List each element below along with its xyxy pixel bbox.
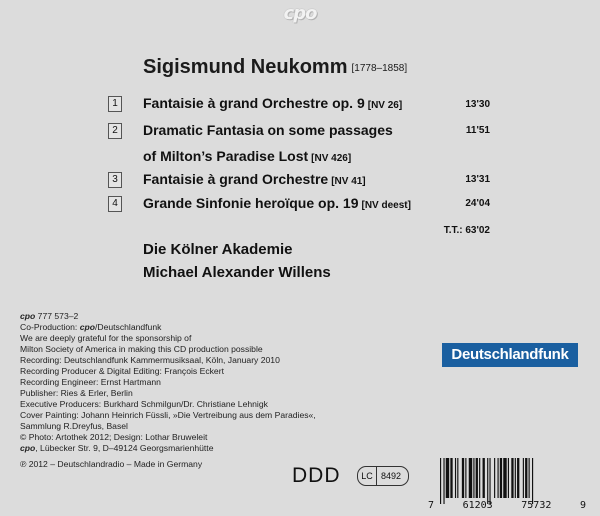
barcode-bar: [515, 458, 516, 498]
label-code-badge: [357, 466, 409, 486]
track-title-2-line1: Dramatic Fantasia on some passages: [143, 122, 393, 138]
barcode-digit-group: 7: [428, 500, 435, 511]
barcode-bar: [517, 458, 519, 498]
copyright-line: ℗ 2012 – Deutschlandradio – Made in Germany: [20, 459, 203, 469]
track-title-3: Fantaisie à grand Orchestre [NV 41]: [143, 171, 366, 187]
track-title-4: Grande Sinfonie heroïque op. 19 [NV deest]: [143, 195, 411, 211]
cpo-logo: cpo: [283, 3, 317, 24]
barcode-bar: [500, 458, 502, 498]
credit-line: Sammlung R.Dreyfus, Basel: [20, 421, 128, 431]
barcode-bar: [511, 458, 513, 498]
composer-years: [1778–1858]: [351, 63, 408, 74]
barcode-bar: [523, 458, 524, 498]
credit-line: © Photo: Artothek 2012; Design: Lothar Bruweleit: [20, 432, 208, 442]
barcode: [432, 458, 582, 506]
barcode-bar: [443, 458, 444, 504]
performer-ensemble: Die Kölner Akademie: [143, 241, 293, 258]
barcode-bar: [508, 458, 509, 498]
spars-code: DDD: [292, 464, 341, 487]
performer-conductor: Michael Alexander Willens: [143, 264, 331, 281]
track-number-4: 4: [108, 196, 122, 212]
barcode-bar: [503, 458, 506, 498]
track-number-3: 3: [108, 172, 122, 188]
catalog-brand: cpo: [20, 311, 36, 321]
barcode-digit-group: 61203: [462, 500, 493, 511]
track-duration-2: 11'51: [465, 125, 490, 136]
barcode-bar: [457, 458, 458, 498]
composer-heading: [143, 56, 407, 79]
track-number-1: 1: [108, 96, 122, 112]
barcode-bar: [450, 458, 452, 498]
catalog-line: [20, 311, 380, 322]
barcode-bar: [525, 458, 527, 498]
track-nv-1: [NV 26]: [367, 100, 403, 111]
track-duration-1: 13'30: [465, 99, 490, 110]
credit-line: Executive Producers: Burkhard Schmilgun/Dr. Christiane Lehnigk: [20, 399, 268, 409]
barcode-bar: [440, 458, 441, 504]
track-duration-4: 24'04: [465, 198, 490, 209]
track-title-1: Fantaisie à grand Orchestre op. 9 [NV 26]: [143, 95, 403, 111]
label-code-number: 8492: [381, 471, 402, 481]
barcode-bar: [494, 458, 495, 498]
credit-line: Recording: Deutschlandfunk Kammermusiksaal, Köln, January 2010: [20, 355, 280, 365]
address-line: cpo, Lübecker Str. 9, D–49124 Georgsmarienhütte: [20, 443, 214, 453]
barcode-bar: [487, 458, 488, 504]
credit-line: Recording Engineer: Ernst Hartmann: [20, 377, 161, 387]
label-code-prefix: LC: [358, 467, 377, 485]
barcode-bar: [489, 458, 490, 504]
credit-line: Recording Producer & Digital Editing: François Eckert: [20, 366, 224, 376]
track-number-2: 2: [108, 123, 122, 139]
credit-line: Milton Society of America in making this CD production possible: [20, 344, 263, 354]
coproduction-line: Co-Production: cpo/Deutschlandfunk: [20, 322, 162, 332]
barcode-bar: [498, 458, 499, 498]
track-nv-2: [NV 426]: [311, 153, 352, 164]
barcode-bar: [479, 458, 480, 498]
composer-name: Sigismund Neukomm: [143, 56, 348, 78]
track-nv-4: [NV deest]: [361, 200, 411, 211]
barcode-bar: [455, 458, 456, 498]
barcode-bar: [473, 458, 474, 498]
total-time: T.T.: 63'02: [443, 225, 490, 236]
barcode-bar: [446, 458, 449, 498]
barcode-bar: [465, 458, 466, 498]
barcode-bar: [532, 458, 533, 504]
barcode-digit-group: 9: [579, 500, 586, 511]
catalog-number: 777 573–2: [35, 311, 79, 321]
barcode-bar: [462, 458, 464, 498]
barcode-bar: [476, 458, 478, 498]
track-title-2-line2: of Milton’s Paradise Lost [NV 426]: [143, 148, 352, 164]
credit-line: Cover Painting: Johann Heinrich Füssli, »Die Vertreibung aus dem Paradies«,: [20, 410, 316, 420]
track-duration-3: 13'31: [465, 174, 490, 185]
barcode-bar: [483, 458, 485, 498]
barcode-digits: [428, 500, 586, 511]
barcode-bar: [469, 458, 472, 498]
deutschlandfunk-logo: Deutschlandfunk: [442, 343, 578, 367]
track-nv-3: [NV 41]: [331, 176, 366, 187]
credit-line: Publisher: Ries & Erler, Berlin: [20, 388, 133, 398]
credit-line: We are deeply grateful for the sponsorship of: [20, 333, 192, 343]
barcode-bar: [529, 458, 530, 498]
credits-block: [20, 311, 380, 470]
barcode-digit-group: 75732: [521, 500, 552, 511]
